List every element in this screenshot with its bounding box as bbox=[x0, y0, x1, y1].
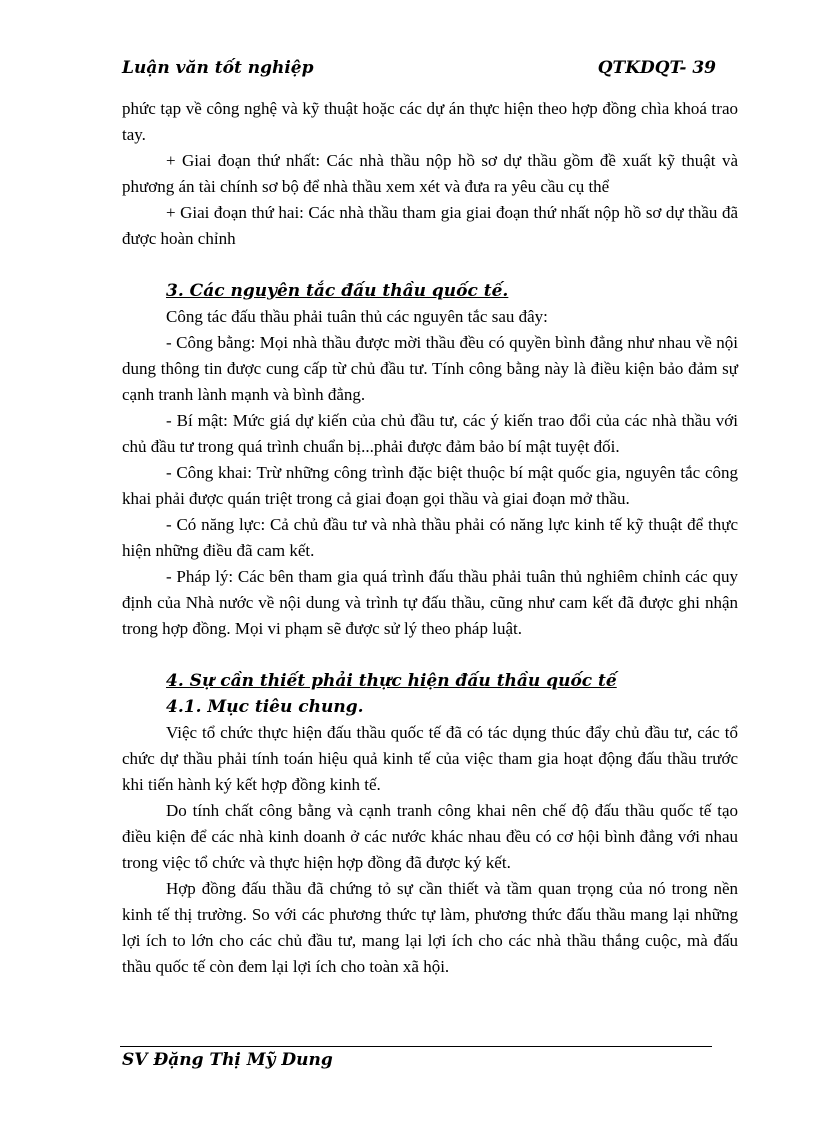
footer-author: SV Đặng Thị Mỹ Dung bbox=[122, 1050, 333, 1070]
spacer bbox=[122, 252, 738, 278]
page-header bbox=[122, 58, 716, 86]
paragraph: - Công bằng: Mọi nhà thầu được mời thầu đều có quyền bình đẳng như nhau về nội dung thông tin được cung cấp từ chủ đầu tư. Tính công bằng này là điều kiện bảo đảm sự cạnh tranh lành mạnh và bình đẳng. bbox=[122, 333, 738, 404]
paragraph: + Giai đoạn thứ nhất: Các nhà thầu nộp hồ sơ dự thầu gồm đề xuất kỹ thuật và phương án tài chính sơ bộ để nhà thầu xem xét và đưa ra yêu cầu cụ thể bbox=[122, 151, 738, 196]
paragraph: Công tác đấu thầu phải tuân thủ các nguyên tắc sau đây: bbox=[166, 307, 548, 326]
subsection-heading-4-1: 4.1. Mục tiêu chung. bbox=[166, 697, 364, 717]
section-heading-4: 4. Sự cần thiết phải thực hiện đấu thầu quốc tế bbox=[166, 671, 617, 691]
paragraph: Hợp đồng đấu thầu đã chứng tỏ sự cần thiết và tầm quan trọng của nó trong nền kinh tế thị trường. So với các phương thức tự làm, phương thức đấu thầu mang lại những lợi ích to lớn cho các chủ đầu tư, mang lại lợi ích cho các nhà thầu thắng cuộc, mà đấu thầu quốc tế còn đem lại lợi ích cho toàn xã hội. bbox=[122, 879, 738, 976]
paragraph: - Bí mật: Mức giá dự kiến của chủ đầu tư, các ý kiến trao đổi của các nhà thầu với chủ đầu tư trong quá trình chuẩn bị...phải được đảm bảo bí mật tuyệt đối. bbox=[122, 411, 738, 456]
paragraph: - Công khai: Trừ những công trình đặc biệt thuộc bí mật quốc gia, nguyên tắc công khai phải được quán triệt trong cả giai đoạn gọi thầu và giai đoạn mở thầu. bbox=[122, 463, 738, 508]
section-heading-3: 3. Các nguyên tắc đấu thầu quốc tế. bbox=[166, 281, 509, 301]
paragraph: + Giai đoạn thứ hai: Các nhà thầu tham gia giai đoạn thứ nhất nộp hồ sơ dự thầu đã được hoàn chỉnh bbox=[122, 203, 738, 248]
document-body bbox=[122, 96, 738, 980]
paragraph: phức tạp về công nghệ và kỹ thuật hoặc các dự án thực hiện theo hợp đồng chìa khoá trao tay. bbox=[122, 99, 738, 144]
header-title: Luận văn tốt nghiệp bbox=[122, 58, 314, 78]
paragraph: - Pháp lý: Các bên tham gia quá trình đấu thầu phải tuân thủ nghiêm chỉnh các quy định của Nhà nước về nội dung và trình tự đấu thầu, cũng như cam kết đã được ghi nhận trong hợp đồng. Mọi vi phạm sẽ được sử lý theo pháp luật. bbox=[122, 567, 738, 638]
paragraph: - Có năng lực: Cả chủ đầu tư và nhà thầu phải có năng lực kinh tế kỹ thuật để thực hiện những điều đã cam kết. bbox=[122, 515, 738, 560]
header-page-code: QTKDQT- 39 bbox=[597, 58, 716, 78]
paragraph: Do tính chất công bằng và cạnh tranh công khai nên chế độ đấu thầu quốc tế tạo điều kiện để các nhà kinh doanh ở các nước khác nhau đều có cơ hội bình đẳng với nhau trong việc tổ chức và thực hiện hợp đồng đã được ký kết. bbox=[122, 801, 738, 872]
spacer bbox=[122, 642, 738, 668]
footer-divider bbox=[120, 1046, 712, 1047]
paragraph: Việc tổ chức thực hiện đấu thầu quốc tế đã có tác dụng thúc đẩy chủ đầu tư, các tổ chức dự thầu phải tính toán hiệu quả kinh tế của việc tham gia hoạt động đấu thầu trước khi tiến hành ký kết hợp đồng kinh tế. bbox=[122, 723, 738, 794]
